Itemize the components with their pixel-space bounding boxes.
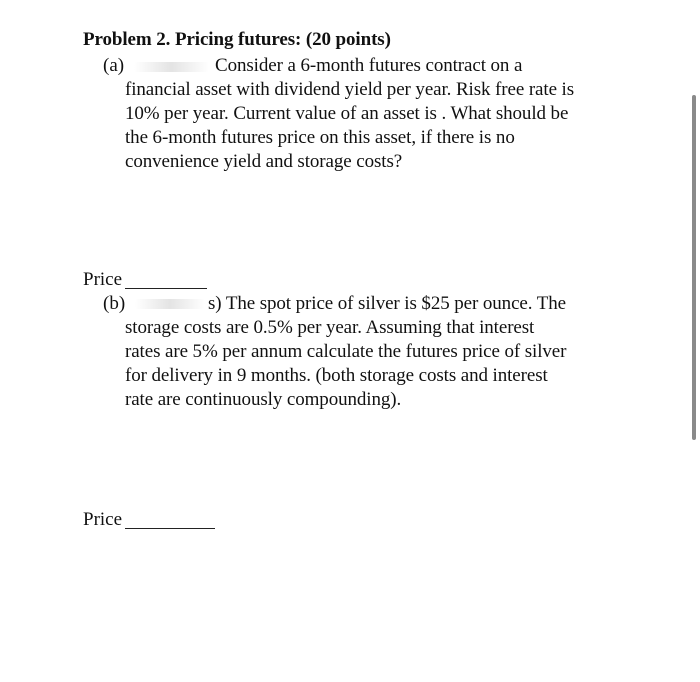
vertical-scrollbar[interactable] xyxy=(692,95,696,440)
part-a-price-label: Price xyxy=(83,269,123,290)
part-a-line-4: the 6-month futures price on this asset, if there is no xyxy=(125,127,515,148)
part-b-answer-line xyxy=(125,528,215,529)
redaction-smudge xyxy=(135,299,205,309)
part-a-answer-line xyxy=(125,288,207,289)
redaction-smudge xyxy=(134,62,209,72)
part-a-line-2: financial asset with dividend yield per year. Risk free rate is xyxy=(125,79,575,100)
part-b-line-1: s) The spot price of silver is $25 per ounce. The xyxy=(208,293,566,314)
part-b-line-5: rate are continuously compounding). xyxy=(125,389,402,410)
part-b-line-3: rates are 5% per annum calculate the futures price of silver xyxy=(125,341,567,362)
part-b-label: (b) xyxy=(103,293,126,314)
part-a-line-1: Consider a 6-month futures contract on a xyxy=(215,55,523,76)
part-a-line-3: 10% per year. Current value of an asset is . What should be xyxy=(125,103,569,124)
part-b-line-4: for delivery in 9 months. (both storage costs and interest xyxy=(125,365,548,386)
part-a-label: (a) xyxy=(103,55,125,76)
part-b-line-2: storage costs are 0.5% per year. Assuming that interest xyxy=(125,317,535,338)
problem-title: Problem 2. Pricing futures: (20 points) xyxy=(83,29,391,50)
part-a-line-5: convenience yield and storage costs? xyxy=(125,151,403,172)
part-b-price-label: Price xyxy=(83,509,123,530)
